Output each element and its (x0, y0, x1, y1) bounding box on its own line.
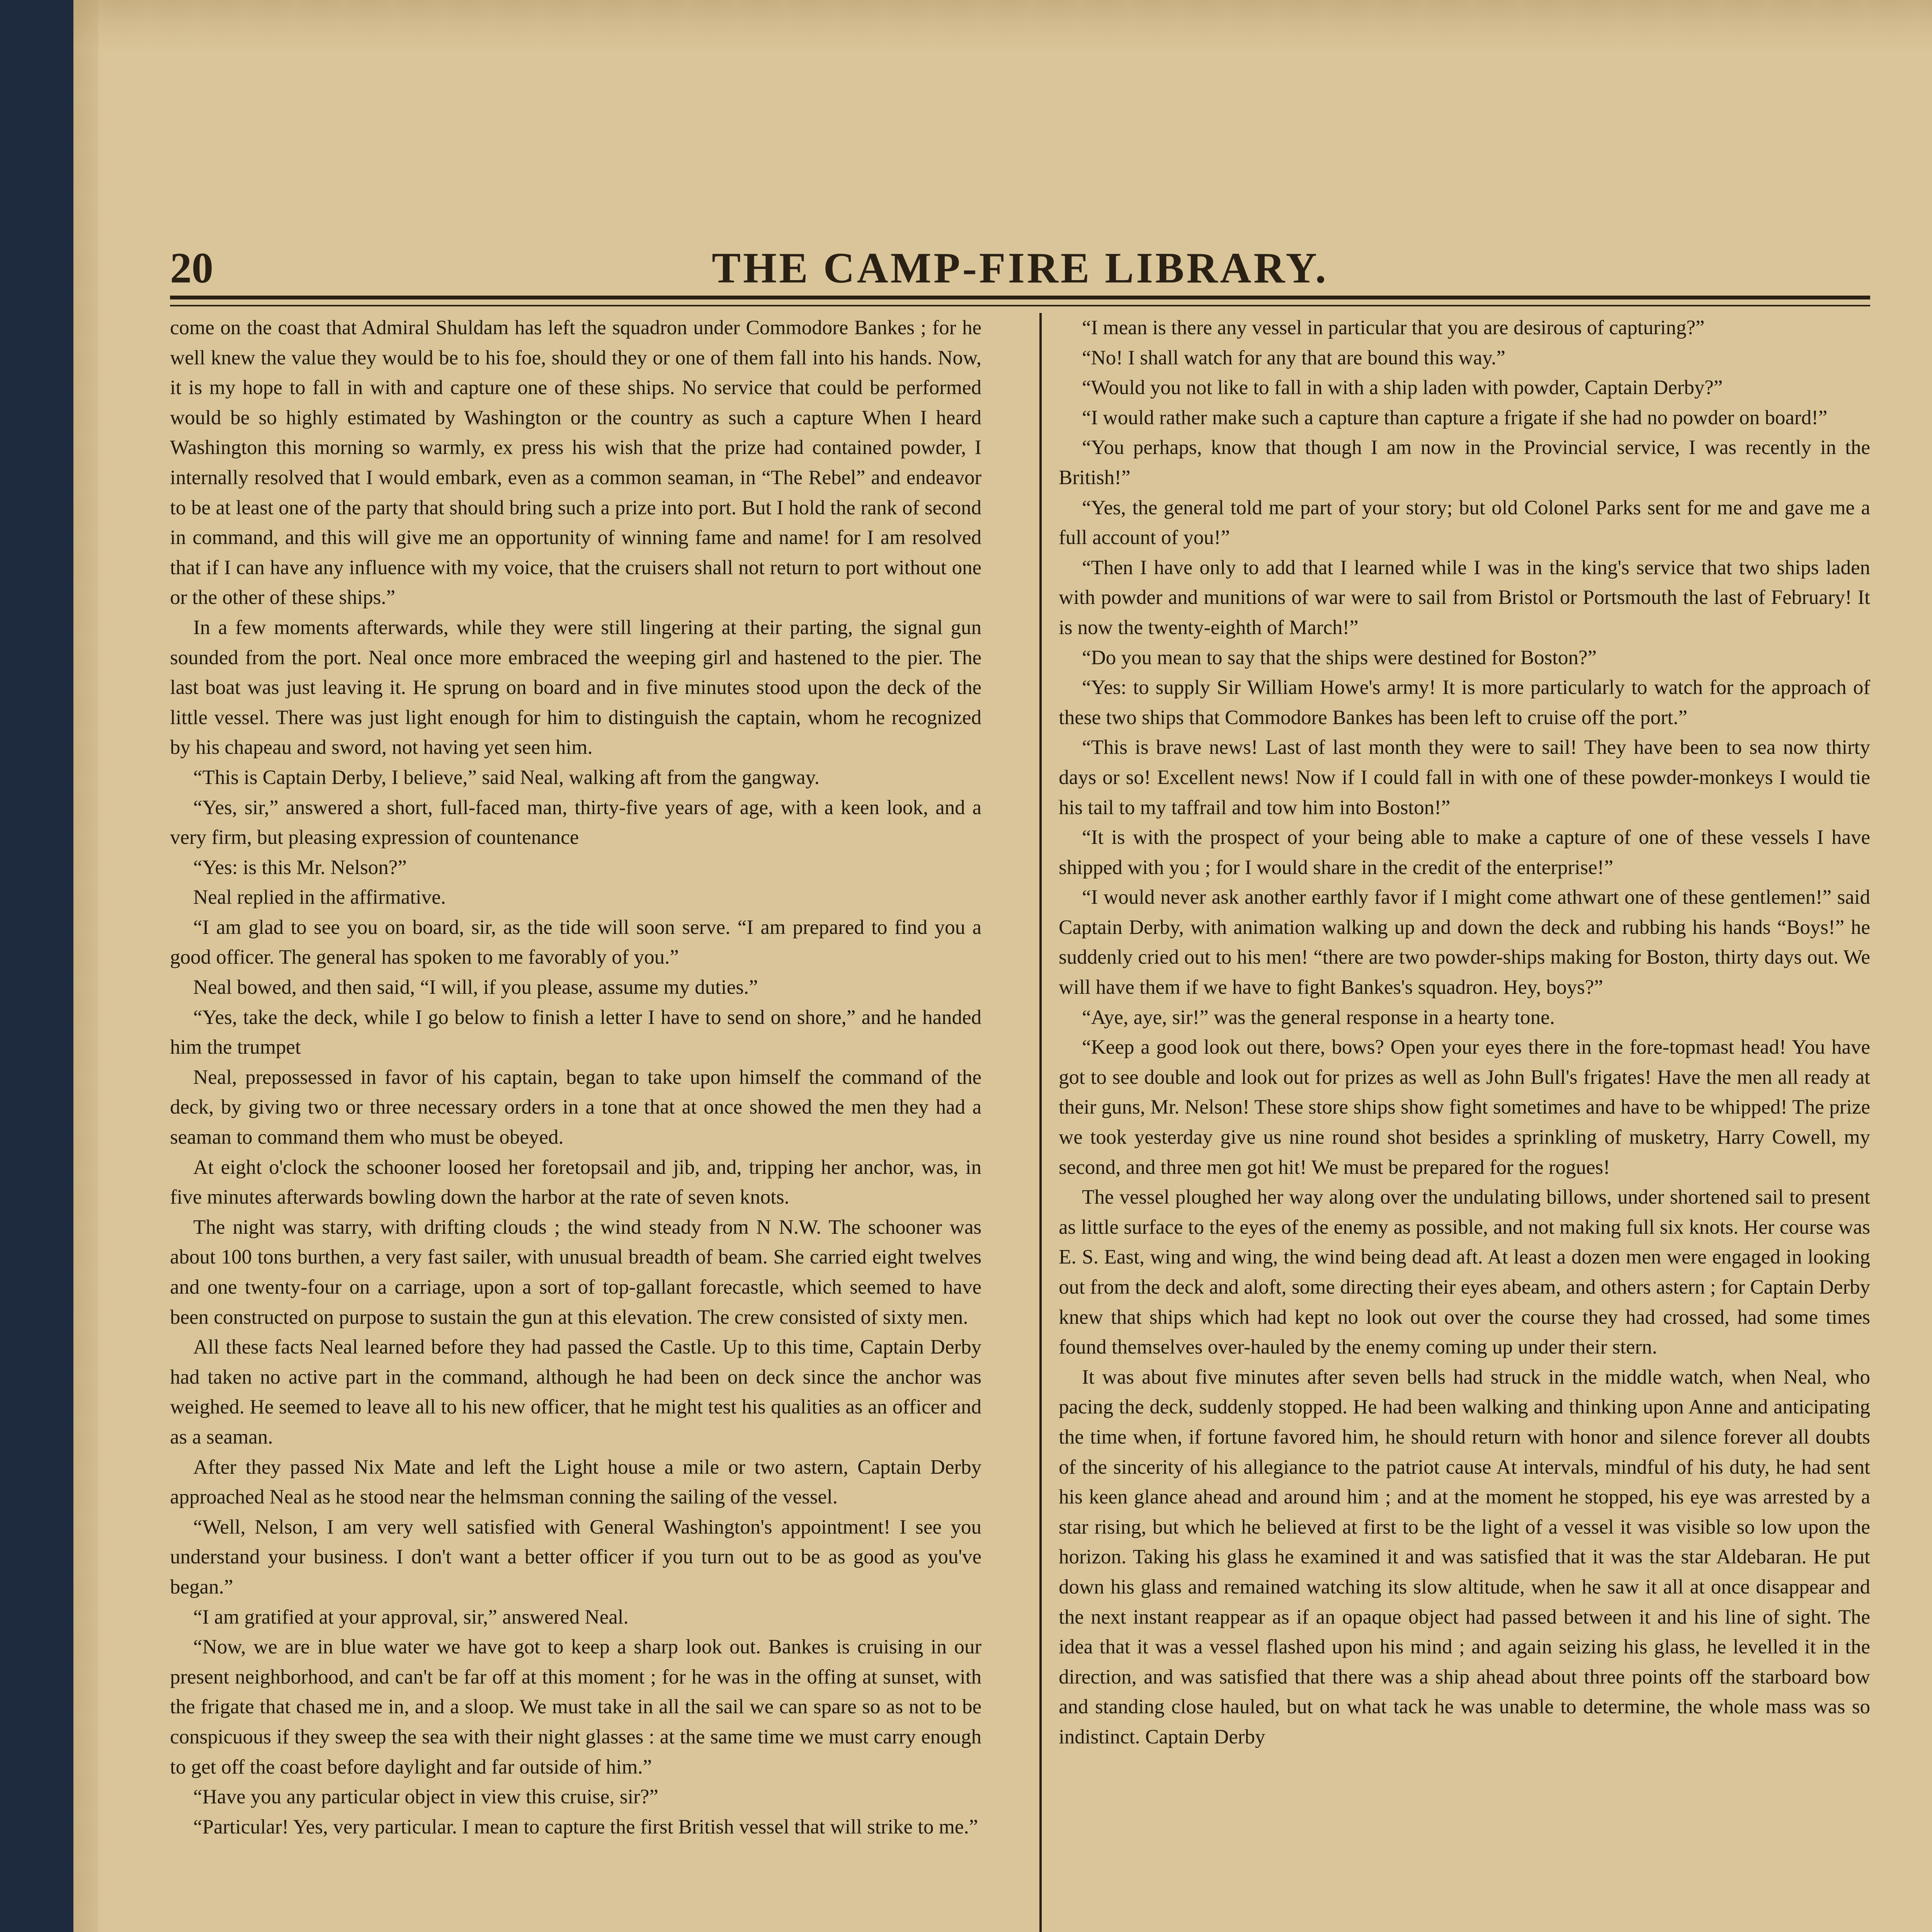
page-number: 20 (170, 244, 213, 292)
paragraph: “This is Captain Derby, I believe,” said Neal, walking aft from the gangway. (193, 766, 820, 789)
paragraph: “Have you any particular object in view this cruise, sir?” (193, 1786, 658, 1808)
paragraph: “Particular! Yes, very particular. I mean to capture the first British vessel that will strike to me.” (193, 1815, 978, 1838)
header-rule (170, 296, 1870, 306)
right-column (1059, 313, 1870, 1932)
paragraph: Neal, prepossessed in favor of his captain, began to take upon himself the command of the deck, by giving two or three necessary orders in a tone that at once showed the men they had a seaman to command them who must be obeyed. (170, 1066, 981, 1149)
paragraph: “Yes, sir,” answered a short, full-faced man, thirty-five years of age, with a keen look, and a very firm, but pleasing expression of countenance (170, 796, 981, 849)
paragraph: The night was starry, with drifting clouds ; the wind steady from N N.W. The schooner was about 100 tons burthen, a very fast sailer, with unusual breadth of beam. She carried eight twelves and one twenty-four on a carriage, upon a sort of top-gallant forecastle, which seemed to have been constructed on purpose to sustain the gun at this elevation. The crew consisted of sixty men. (170, 1216, 981, 1328)
running-title: THE CAMP-FIRE LIBRARY. (712, 244, 1328, 292)
paragraph: “Well, Nelson, I am very well satisfied with General Washington's appointment! I see you understand your business. I don't want a better officer if you turn out to be as good as you've began.” (170, 1515, 981, 1598)
paragraph: “I would rather make such a capture than capture a frigate if she had no powder on board!” (1082, 406, 1828, 429)
paragraph: “I am glad to see you on board, sir, as the tide will soon serve. “I am prepared to find you a good officer. The general has spoken to me favorably of you.” (170, 916, 981, 969)
paragraph: “Yes, the general told me part of your story; but old Colonel Parks sent for me and gave me a full account of you!” (1059, 496, 1870, 549)
paragraph: After they passed Nix Mate and left the Light house a mile or two astern, Captain Derby approached Neal as he stood near the helmsman conning the sailing of the vessel. (170, 1456, 981, 1509)
paragraph: In a few moments afterwards, while they were still lingering at their parting, the signal gun sounded from the port. Neal once more embraced the weeping girl and hastened to the pier. The last boat was just leaving it. He sprung on board and in five minutes stood upon the deck of the little vessel. There was just light enough for him to distinguish the captain, whom he recognized by his chapeau and sword, not having yet seen him. (170, 616, 981, 759)
paragraph: All these facts Neal learned before they had passed the Castle. Up to this time, Captain Derby had taken no active part in the command, although he had been on deck since the anchor was weighed. He seemed to leave all to his new officer, that he might test his qualities as an officer and as a seaman. (170, 1336, 981, 1448)
paragraph: “I mean is there any vessel in particular that you are desirous of capturing?” (1082, 316, 1705, 339)
paragraph: “Keep a good look out there, bows? Open your eyes there in the fore-topmast head! You have got to see double and look out for prizes as well as John Bull's frigates! Have the men all ready at their guns, Mr. Nelson! These store ships show fight sometimes and have to be whipped! The prize we took yesterday give us nine round shot besides a sprinkling of musketry, Harry Cowell, my second, and three men got hit! We must be prepared for the rogues! (1059, 1036, 1870, 1179)
paragraph: “Now, we are in blue water we have got to keep a sharp look out. Bankes is cruising in our present neighborhood, and can't be far off at this moment ; for he was in the offing at sunset, with the frigate that chased me in, and a sloop. We must take in all the sail we can spare so as not to be conspicuous if they sweep the sea with their night glasses : at the same time we must carry enough to get off the coast before daylight and far outside of him.” (170, 1636, 981, 1778)
paragraph: “Do you mean to say that the ships were destined for Boston?” (1082, 646, 1597, 669)
paragraph: “I am gratified at your approval, sir,” answered Neal. (193, 1605, 629, 1628)
paragraph: At eight o'clock the schooner loosed her foretopsail and jib, and, tripping her anchor, was, in five minutes afterwards bowling down the harbor at the rate of seven knots. (170, 1156, 981, 1209)
paragraph: “Yes: is this Mr. Nelson?” (193, 856, 407, 879)
paragraph: “Yes: to supply Sir William Howe's army! It is more particularly to watch for the approach of these two ships that Commodore Bankes has been left to cruise off the port.” (1059, 676, 1870, 729)
column-divider (1039, 313, 1042, 1932)
paragraph: It was about five minutes after seven bells had struck in the middle watch, when Neal, who pacing the deck, suddenly stopped. He had been walking and thinking upon Anne and anticipating the time when, if fortune favored him, he should return with honor and silence forever all doubts of the sincerity of his allegiance to the patriot cause At intervals, mindful of his duty, he had sent his keen glance ahead and around him ; and at the moment he stopped, his eye was arrested by a star rising, but which he believed at first to be the light of a vessel it was visible so low upon the horizon. Taking his glass he examined it and was satisfied that it was the star Aldebaran. He put down his glass and remained watching its slow altitude, when he saw it all at once disappear and the next instant reappear as if an opaque object had passed between it and his line of sight. The idea that it was a vessel flashed upon his mind ; and again seizing his glass, he levelled it in the direction, and was satisfied that there was a ship ahead about three points off the starboard bow and standing close hauled, but on what tack he was unable to determine, the whole mass was so indistinct. Captain Derby (1059, 1366, 1870, 1748)
paragraph: “No! I shall watch for any that are bound this way.” (1082, 346, 1505, 369)
left-column (170, 313, 981, 1932)
paragraph: “Aye, aye, sir!” was the general response in a hearty tone. (1082, 1006, 1555, 1029)
paragraph: come on the coast that Admiral Shuldam has left the squadron under Commodore Bankes ; for he well knew the value they would be to his foe, should they or one of them fall into his hands. Now, it is my hope to fall in with and capture one of these ships. No service that could be performed would be so highly estimated by Washington or the country as such a capture When I heard Washington this morning so warmly, ex press his wish that the prize had contained powder, I internally resolved that I would embark, even as a common seaman, in “The Rebel” and endeavor to be at least one of the party that should bring such a prize into port. But I hold the rank of second in command, and this will give me an opportunity of winning fame and name! for I am resolved that if I can have any influence with my voice, that the cruisers shall not return to port without one or the other of these ships.” (170, 316, 981, 609)
paragraph: “I would never ask another earthly favor if I might come athwart one of these gentlemen!” said Captain Derby, with animation walking up and down the deck and rubbing his hands “Boys!” he suddenly cried out to his men! “there are two powder-ships making for Boston, thirty days out. We will have them if we have to fight Bankes's squadron. Hey, boys?” (1059, 886, 1870, 999)
paragraph: Neal replied in the affirmative. (193, 886, 446, 909)
page-header (170, 243, 1870, 298)
paragraph: “This is brave news! Last of last month they were to sail! They have been to sea now thirty days or so! Excellent news! Now if I could fall in with one of these powder-monkeys I would tie his tail to my taffrail and tow him into Boston!” (1059, 736, 1870, 819)
paragraph: The vessel ploughed her way along over the undulating billows, under shortened sail to present as little surface to the eyes of the enemy as possible, and not making full six knots. Her course was E. S. East, wing and wing, the wind being dead aft. At least a dozen men were engaged in looking out from the deck and aloft, some directing their eyes abeam, and others astern ; for Captain Derby knew that ships which had kept no look out over the course they had crossed, had some times found themselves over-hauled by the enemy coming up under their stern. (1059, 1186, 1870, 1359)
paragraph: “Then I have only to add that I learned while I was in the king's service that two ships laden with powder and munitions of war were to sail from Bristol or Portsmouth the last of February! It is now the twenty-eighth of March!” (1059, 556, 1870, 639)
paragraph: “Yes, take the deck, while I go below to finish a letter I have to send on shore,” and he handed him the trumpet (170, 1006, 981, 1059)
paragraph: “Would you not like to fall in with a ship laden with powder, Captain Derby?” (1082, 376, 1723, 399)
paragraph: “It is with the prospect of your being able to make a capture of one of these vessels I have shipped with you ; for I would share in the credit of the enterprise!” (1059, 826, 1870, 879)
paragraph: “You perhaps, know that though I am now in the Provincial service, I was recently in the British!” (1059, 436, 1870, 489)
paragraph: Neal bowed, and then said, “I will, if you please, assume my duties.” (193, 976, 758, 999)
